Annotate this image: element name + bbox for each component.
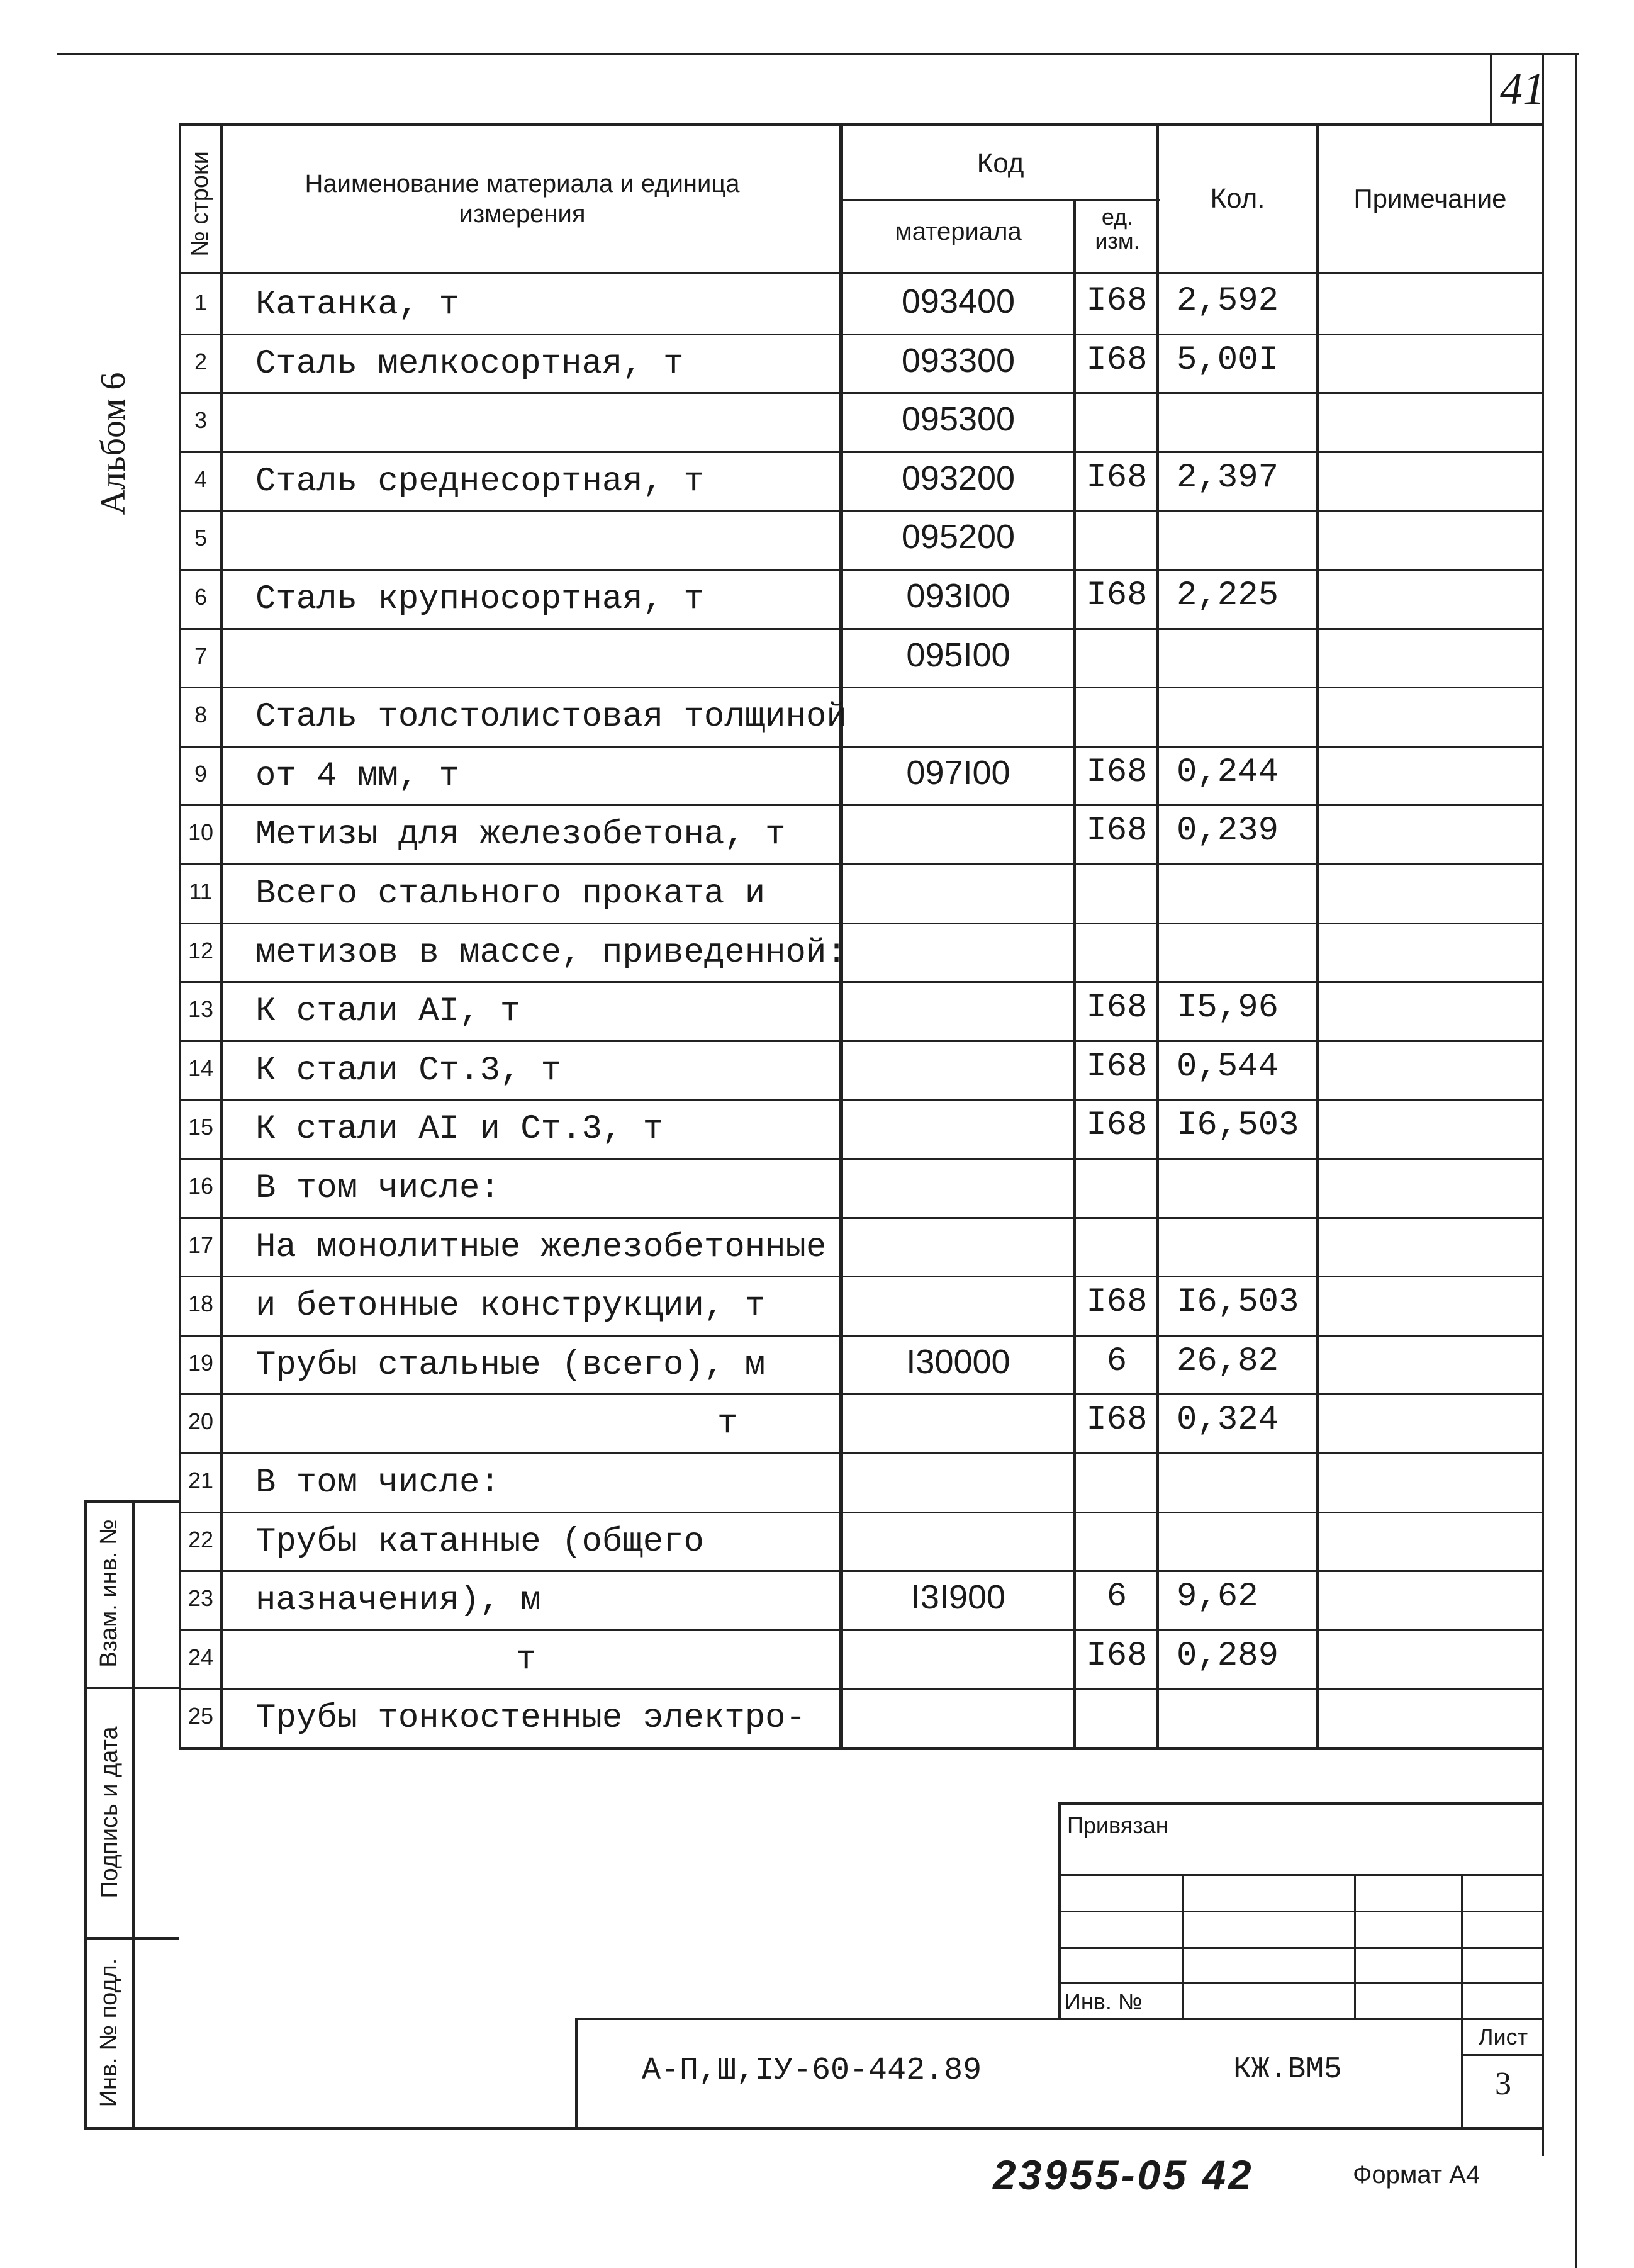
row-divider (179, 1629, 1544, 1631)
row-name: Трубы стальные (всего), м (255, 1346, 766, 1384)
table-bottom (179, 1747, 1544, 1750)
row-name: К стали АI и Ст.3, т (255, 1110, 664, 1148)
privyazan-label: Привязан (1067, 1812, 1168, 1838)
row-unit: I68 (1086, 1106, 1148, 1145)
top-border (57, 53, 1579, 55)
row-divider (179, 334, 1544, 335)
row-name: т (717, 1405, 738, 1443)
row-number: 13 (187, 996, 214, 1022)
row-name: Сталь крупносортная, т (255, 580, 704, 619)
row-unit: I68 (1086, 576, 1148, 615)
row-number: 17 (187, 1232, 214, 1258)
header-name: Наименование материала и единица измерения (305, 170, 740, 228)
titleblock-line-1 (1058, 1874, 1544, 1876)
document-code: А-П,Ш,IУ-60-442.89 (642, 2053, 982, 2089)
row-unit: 6 (1106, 1342, 1128, 1381)
col-line-qty (1316, 123, 1319, 1748)
sheet-box-line (1461, 2054, 1544, 2056)
row-qty: 0,239 (1177, 812, 1279, 850)
header-code-material: материала (895, 218, 1022, 245)
inv-no-label: Инв. № (1065, 1989, 1143, 2014)
row-unit: I68 (1086, 1637, 1148, 1675)
row-divider (179, 863, 1544, 865)
page-number: 41 (1500, 64, 1545, 114)
row-number: 16 (187, 1173, 214, 1199)
row-unit: I68 (1086, 1048, 1148, 1086)
row-qty: 5,00I (1177, 341, 1279, 379)
row-code: 097I00 (906, 754, 1010, 792)
row-qty: 2,592 (1177, 282, 1279, 320)
row-name: На монолитные железобетонные (255, 1228, 827, 1267)
row-qty: I5,96 (1177, 989, 1279, 1027)
main-stamp-left (575, 2018, 578, 2130)
row-name: К стали АI, т (255, 992, 521, 1031)
header-row-number: № строки (187, 151, 213, 257)
document-mark: КЖ.ВМ5 (1233, 2053, 1342, 2087)
side-stamp-podpis-data: Подпись и дата (96, 1726, 123, 1899)
row-name: Трубы тонкостенные электро- (255, 1699, 806, 1737)
titleblock-line-2 (1058, 1911, 1544, 1912)
row-name: Всего стального проката и (255, 875, 766, 913)
row-code: 093I00 (906, 577, 1010, 615)
row-unit: I68 (1086, 1283, 1148, 1322)
header-bottom-line (179, 272, 1544, 274)
frame-right (1542, 123, 1544, 2156)
row-code: I3I900 (910, 1578, 1006, 1616)
row-number: 25 (187, 1703, 214, 1729)
row-name: метизов в массе, приведенной: (255, 934, 847, 972)
row-number: 14 (187, 1055, 214, 1081)
row-divider (179, 1688, 1544, 1690)
row-name: Трубы катанные (общего (255, 1523, 704, 1561)
row-number: 5 (194, 525, 208, 551)
row-divider (179, 628, 1544, 630)
row-unit: I68 (1086, 282, 1148, 320)
right-margin-line (1575, 53, 1577, 2268)
row-divider (179, 687, 1544, 688)
row-divider (179, 1570, 1544, 1572)
header-code: Код (976, 148, 1024, 179)
frame-top (179, 123, 1544, 126)
side-stamp-inv-podl: Инв. № подл. (96, 1958, 122, 2108)
row-number: 12 (187, 938, 214, 963)
row-number: 24 (187, 1644, 214, 1670)
row-name: Сталь толстолистовая толщиной (255, 698, 847, 736)
format-label: Формат А4 (1353, 2161, 1480, 2189)
row-name: назначения), м (255, 1581, 541, 1620)
row-name: Сталь мелкосортная, т (255, 345, 684, 383)
row-number: 1 (194, 289, 208, 315)
titleblock-col-3 (1461, 1874, 1463, 2019)
row-number: 18 (187, 1291, 214, 1316)
header-qty: Кол. (1210, 183, 1265, 214)
row-qty: 2,397 (1177, 459, 1279, 497)
row-divider (179, 1452, 1544, 1454)
row-qty: 0,544 (1177, 1048, 1279, 1086)
row-number: 9 (194, 761, 208, 787)
row-divider (179, 981, 1544, 983)
row-unit: I68 (1086, 459, 1148, 497)
row-number: 21 (187, 1468, 214, 1493)
row-name: от 4 мм, т (255, 757, 460, 795)
side-stamp-left (84, 1500, 87, 2130)
row-unit: I68 (1086, 753, 1148, 792)
row-divider (179, 510, 1544, 512)
row-unit: I68 (1086, 1401, 1148, 1439)
row-number: 8 (194, 702, 208, 727)
sheet-label: Лист (1478, 2024, 1528, 2050)
header-code-unit: ед. изм. (1095, 204, 1140, 254)
row-divider (179, 923, 1544, 924)
row-divider (179, 569, 1544, 571)
side-stamp-mid (132, 1500, 135, 2130)
frame-bottom (84, 2127, 1544, 2130)
row-number: 2 (194, 349, 208, 374)
album-label: Альбом 6 (94, 372, 133, 515)
row-name: Катанка, т (255, 286, 460, 324)
page-number-box-left (1490, 53, 1492, 126)
row-unit: 6 (1106, 1578, 1128, 1616)
col-line-rownum (220, 123, 223, 1748)
header-note: Примечание (1353, 184, 1507, 213)
row-divider (179, 392, 1544, 394)
row-qty: 9,62 (1177, 1578, 1258, 1616)
row-name: В том числе: (255, 1169, 500, 1208)
titleblock-top (1058, 1802, 1544, 1805)
row-name: Метизы для железобетона, т (255, 816, 786, 854)
row-number: 22 (187, 1527, 214, 1552)
row-qty: 2,225 (1177, 576, 1279, 615)
row-name: В том числе: (255, 1464, 500, 1502)
sheet-box-left (1461, 2018, 1463, 2130)
row-number: 4 (194, 466, 208, 492)
titleblock-col-2 (1354, 1874, 1356, 2019)
row-qty: I6,503 (1177, 1283, 1299, 1322)
row-divider (179, 1276, 1544, 1277)
row-number: 11 (189, 879, 213, 904)
row-number: 19 (187, 1350, 214, 1376)
row-divider (179, 451, 1544, 453)
row-number: 15 (187, 1114, 214, 1140)
side-stamp-vzam-inv: Взам. инв. № (96, 1519, 122, 1668)
row-number: 23 (187, 1585, 214, 1611)
row-divider (179, 1158, 1544, 1160)
row-name: Сталь среднесортная, т (255, 463, 704, 501)
row-divider (179, 804, 1544, 806)
row-number: 6 (194, 584, 208, 610)
row-code: 093200 (901, 459, 1016, 497)
row-code: I30000 (906, 1343, 1010, 1381)
row-code: 093400 (901, 283, 1016, 320)
row-number: 7 (194, 643, 208, 669)
row-number: 10 (187, 819, 214, 845)
titleblock-line-3 (1058, 1947, 1544, 1949)
row-unit: I68 (1086, 989, 1148, 1027)
row-qty: 26,82 (1177, 1342, 1279, 1381)
col-line-unit (1156, 123, 1159, 1748)
row-unit: I68 (1086, 812, 1148, 850)
row-divider (179, 1040, 1544, 1042)
handwritten-number: 23955-05 42 (993, 2152, 1254, 2198)
row-number: 20 (187, 1408, 214, 1434)
row-divider (179, 1393, 1544, 1395)
col-line-material (1073, 199, 1076, 1748)
titleblock-col-1 (1182, 1874, 1184, 2019)
row-divider (179, 1217, 1544, 1219)
row-code: 093300 (901, 342, 1016, 379)
row-qty: 0,324 (1177, 1401, 1279, 1439)
row-qty: I6,503 (1177, 1106, 1299, 1145)
row-qty: 0,244 (1177, 753, 1279, 792)
row-qty: 0,289 (1177, 1637, 1279, 1675)
row-code: 095300 (901, 400, 1016, 438)
row-name: и бетонные конструкции, т (255, 1287, 766, 1325)
row-divider (179, 1099, 1544, 1101)
row-divider (179, 1512, 1544, 1513)
code-subheader-line (841, 199, 1160, 201)
row-code: 095200 (901, 518, 1016, 556)
row-unit: I68 (1086, 341, 1148, 379)
row-name: К стали Ст.3, т (255, 1052, 562, 1090)
row-divider (179, 746, 1544, 748)
main-stamp-top (575, 2018, 1544, 2020)
sheet-number: 3 (1495, 2066, 1511, 2102)
row-name: т (516, 1641, 537, 1679)
row-divider (179, 1335, 1544, 1337)
row-code: 095I00 (906, 636, 1010, 674)
row-number: 3 (194, 407, 208, 433)
titleblock-line-4 (1058, 1982, 1544, 1984)
